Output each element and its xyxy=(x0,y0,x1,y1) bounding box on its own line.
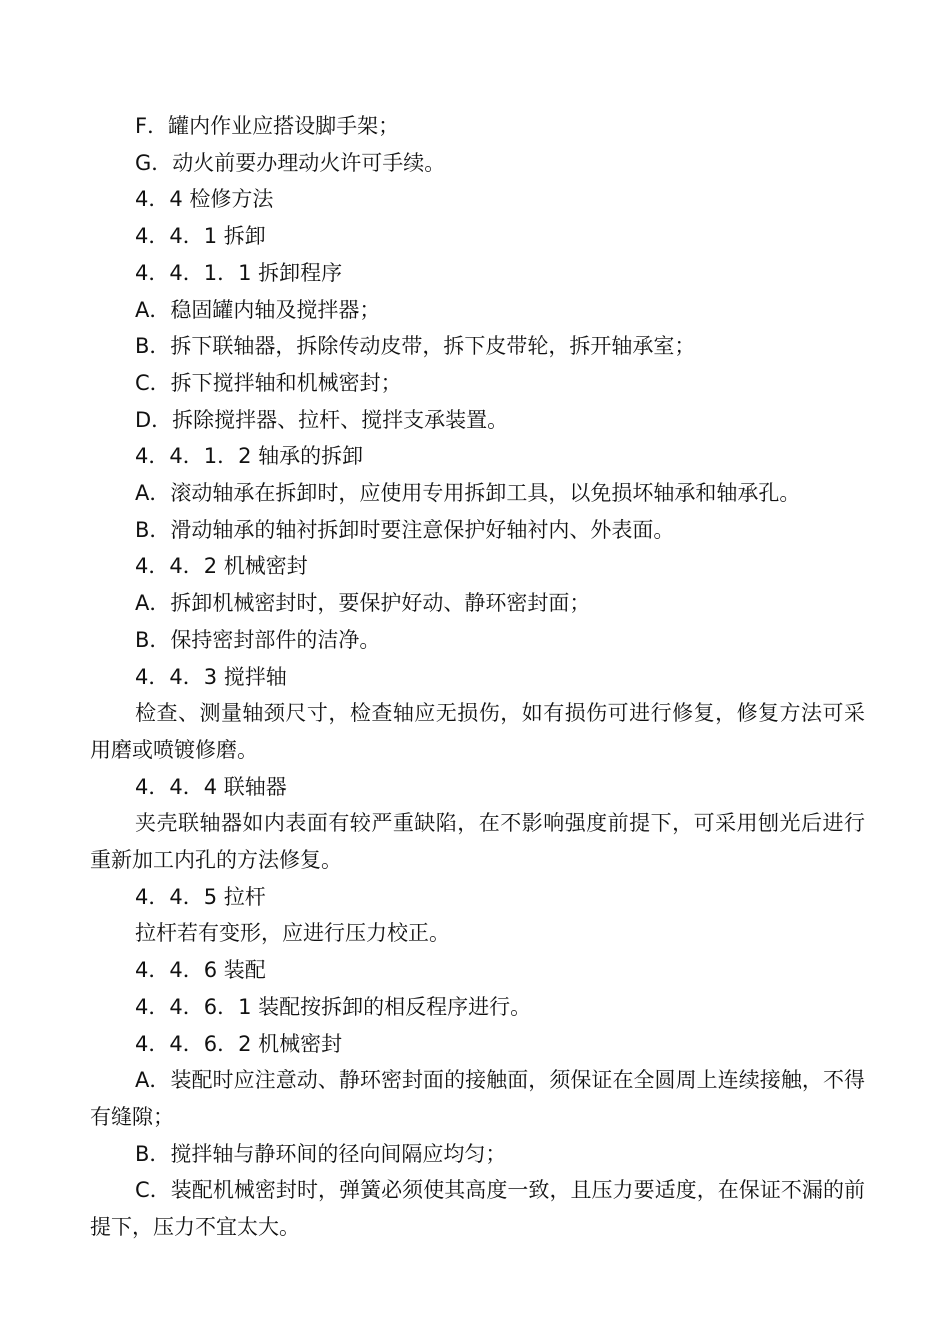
list-item: C．拆下搅拌轴和机械密封； xyxy=(135,370,402,395)
section-heading: 4．4．5 拉杆 xyxy=(135,884,266,909)
list-item: C．装配机械密封时，弹簧必须使其高度一致，且压力要适度，在保证不漏的前提下，压力不宜太大。 xyxy=(90,1178,865,1240)
document-body xyxy=(90,108,865,1246)
section-heading: 4．4．4 联轴器 xyxy=(135,774,287,799)
section-heading: 4．4 检修方法 xyxy=(135,187,274,212)
section-heading: 4．4．6．2 机械密封 xyxy=(135,1031,343,1056)
list-item: B．搅拌轴与静环间的径向间隔应均匀； xyxy=(135,1141,507,1166)
section-heading: 4．4．3 搅拌轴 xyxy=(135,664,287,689)
body-paragraph: 夹壳联轴器如内表面有较严重缺陷，在不影响强度前提下，可采用刨光后进行重新加工内孔的方法修复。 xyxy=(90,811,865,873)
list-item: F．罐内作业应搭设脚手架； xyxy=(135,114,400,138)
list-item: B．保持密封部件的洁净。 xyxy=(135,627,381,652)
list-item: A．装配时应注意动、静环密封面的接触面，须保证在全圆周上连续接触，不得有缝隙； xyxy=(90,1068,865,1129)
section-heading: 4．4．1．1 拆卸程序 xyxy=(135,260,343,285)
list-item: A．拆卸机械密封时，要保护好动、静环密封面； xyxy=(135,591,591,616)
section-heading: 4．4．6 装配 xyxy=(135,958,266,983)
section-heading: 4．4．2 机械密封 xyxy=(135,554,308,579)
list-item: A．稳固罐内轴及搅拌器； xyxy=(135,297,381,322)
section-heading: 4．4．1．2 轴承的拆卸 xyxy=(135,444,364,469)
list-item: A．滚动轴承在拆卸时，应使用专用拆卸工具，以免损坏轴承和轴承孔。 xyxy=(135,481,801,506)
list-item: B．滑动轴承的轴衬拆卸时要注意保护好轴衬内、外表面。 xyxy=(135,517,675,542)
body-paragraph: 检查、测量轴颈尺寸，检查轴应无损伤，如有损伤可进行修复，修复方法可采用磨或喷镀修磨。 xyxy=(90,701,865,762)
body-paragraph: 拉杆若有变形，应进行压力校正。 xyxy=(135,921,450,946)
list-item: G．动火前要办理动火许可手续。 xyxy=(135,150,446,175)
list-item: B．拆下联轴器，拆除传动皮带，拆下皮带轮，拆开轴承室； xyxy=(135,334,696,359)
list-item: D．拆除搅拌器、拉杆、搅拌支承装置。 xyxy=(135,407,509,432)
section-heading: 4．4．6．1 装配按拆卸的相反程序进行。 xyxy=(135,994,532,1019)
section-heading: 4．4．1 拆卸 xyxy=(135,224,266,249)
